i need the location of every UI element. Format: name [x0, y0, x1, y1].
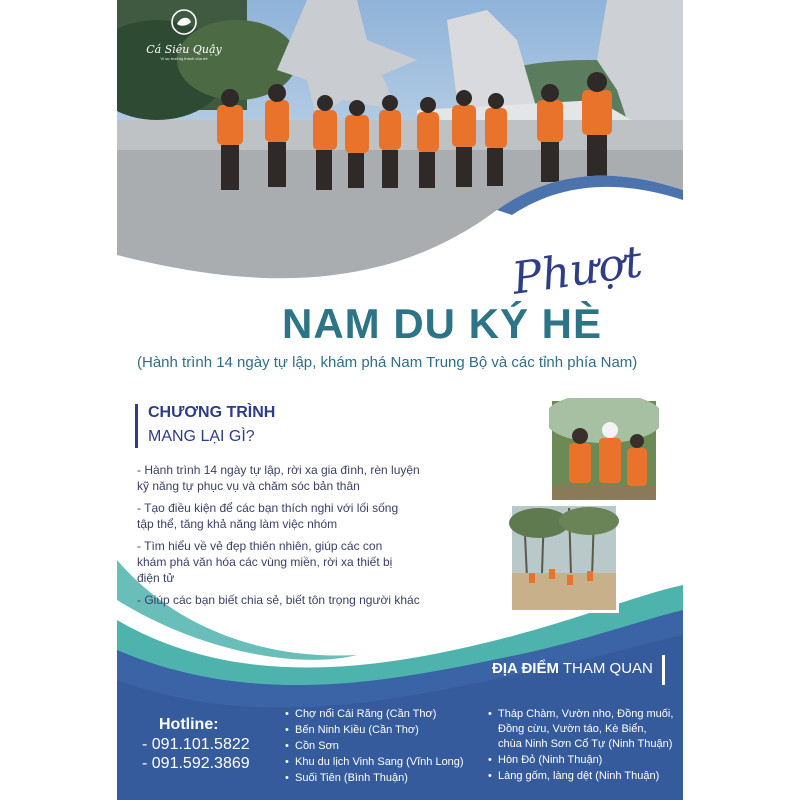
list-item: • Khu du lịch Vinh Sang (Vĩnh Long): [285, 755, 475, 770]
locations-heading: [492, 660, 653, 677]
list-item: - Hành trình 14 ngày tự lập, rời xa gia đình, rèn luyện kỹ năng tự phục vụ và chăm sóc bản thân: [137, 463, 420, 493]
title-script: Phượt: [509, 236, 646, 305]
page-title: NAM DU KÝ HÈ: [282, 300, 603, 347]
list-item: • Cồn Sơn: [285, 739, 475, 754]
brand-name: Cá Siêu Quậy: [146, 43, 222, 56]
section-heading: CHƯƠNG TRÌNH: [148, 404, 276, 421]
list-item: - Tạo điều kiện để các bạn thích nghi với lối sống tập thể, tăng khả năng làm việc nhóm: [137, 501, 399, 531]
locations-heading-bold: ĐỊA ĐIỂM: [492, 660, 559, 677]
hotline-phone[interactable]: - 091.101.5822: [142, 736, 250, 753]
hotline-phone[interactable]: - 091.592.3869: [142, 755, 250, 772]
list-item: • Chợ nổi Cái Răng (Cần Thơ): [285, 707, 475, 722]
section-subheading: MANG LẠI GÌ?: [148, 428, 255, 445]
page-subtitle: (Hành trình 14 ngày tự lập, khám phá Nam Trung Bộ và các tỉnh phía Nam): [137, 354, 638, 371]
list-item: • Suối Tiên (Bình Thuận): [285, 771, 475, 786]
poster: [117, 0, 683, 800]
locations-list-2: [488, 707, 680, 785]
benefits-list: [137, 462, 487, 614]
list-item: • Hòn Đỏ (Ninh Thuận): [488, 753, 680, 768]
activity-photo-1: [549, 398, 659, 503]
locations-list-1: [285, 707, 475, 787]
section-accent-bar: [135, 404, 138, 448]
list-item: • Làng gốm, làng dệt (Ninh Thuận): [488, 769, 680, 784]
locations-accent-bar: [662, 655, 665, 685]
list-item: • Tháp Chàm, Vườn nho, Đồng muối, Đồng cừu, Vườn táo, Kè Biển, chùa Ninh Sơn Cổ Tự (Ninh Thuận): [488, 707, 680, 752]
brand-tagline: Vì sự trưởng thành của trẻ: [160, 56, 208, 61]
activity-photo-2: [509, 503, 619, 613]
list-item: - Tìm hiểu về vẻ đẹp thiên nhiên, giúp các con khám phá văn hóa các vùng miền, rời xa thiết bị điện tử: [137, 539, 393, 585]
list-item: - Giúp các bạn biết chia sẻ, biết tôn trọng người khác: [137, 593, 420, 607]
list-item: • Bến Ninh Kiều (Cần Thơ): [285, 723, 475, 738]
fish-logo-icon: [169, 8, 199, 36]
locations-heading-light: THAM QUAN: [562, 660, 653, 677]
brand-logo: [139, 8, 229, 68]
hotline-label: Hotline:: [159, 716, 219, 733]
